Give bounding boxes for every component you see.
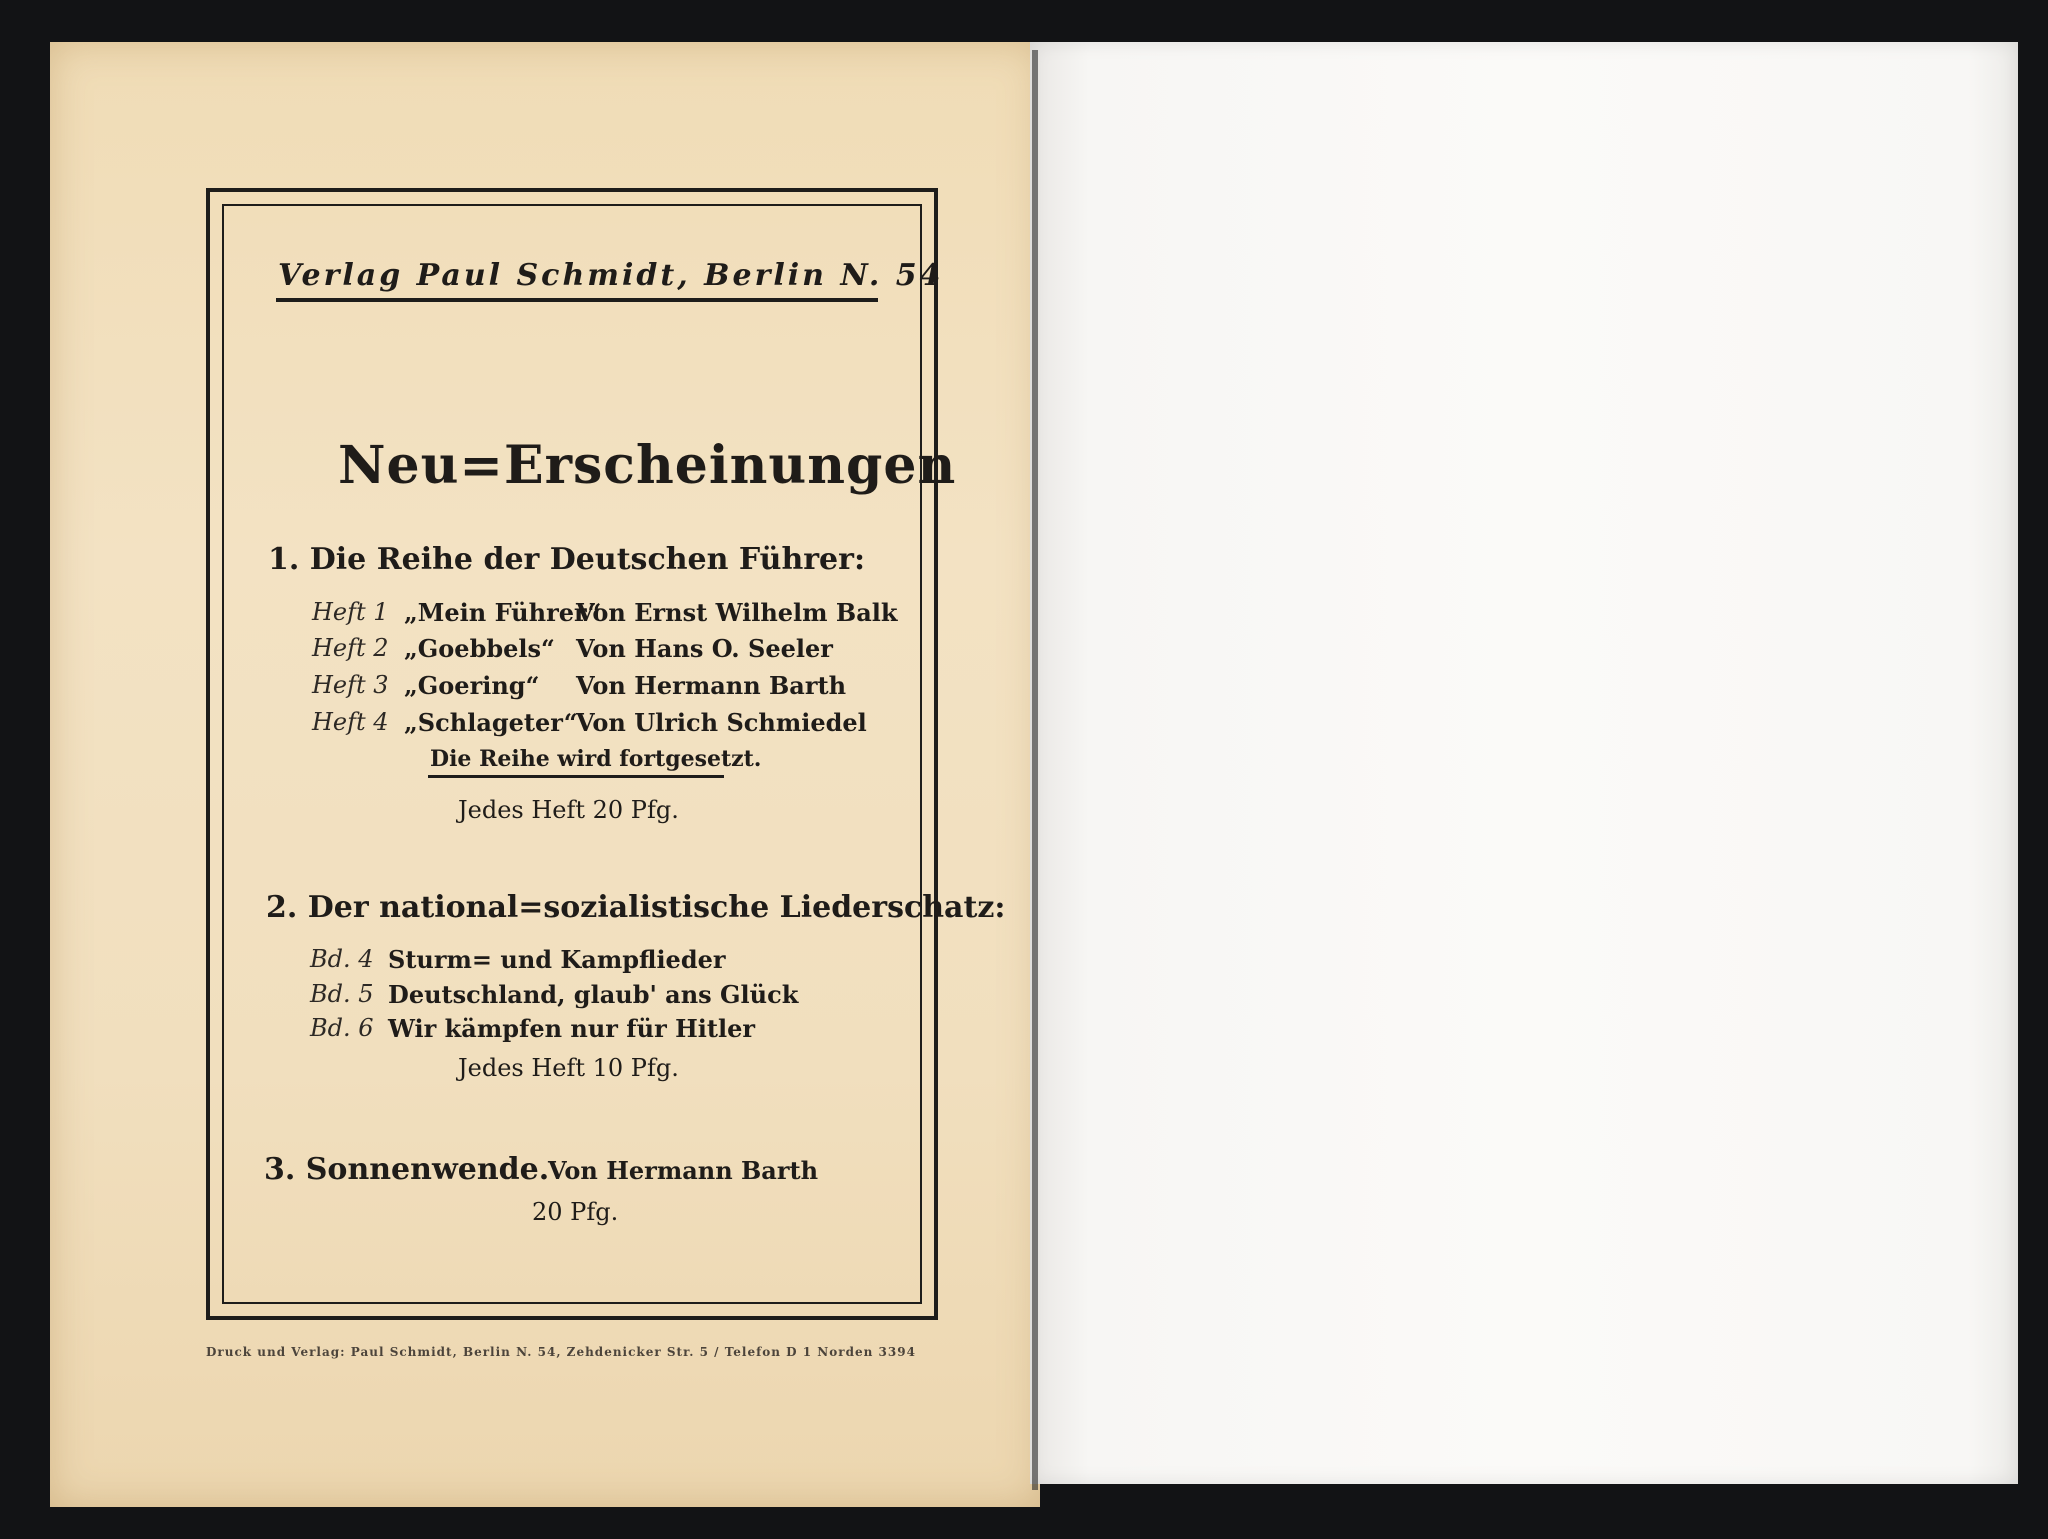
section2-item-label: Bd. 4 xyxy=(310,945,374,973)
section2-item-title: Deutschland, glaub' ans Glück xyxy=(388,980,799,1009)
section1-item-label: Heft 1 xyxy=(312,598,389,626)
page-title: Neu=Erscheinungen xyxy=(338,435,957,496)
section2-item-label: Bd. 6 xyxy=(310,1014,374,1042)
section1-item-title: „Mein Führer“ xyxy=(404,598,602,627)
series-continued-note: Die Reihe wird fortgesetzt. xyxy=(430,746,762,772)
section1-item-author: Von Hans O. Seeler xyxy=(576,634,833,663)
imprint-footer: Druck und Verlag: Paul Schmidt, Berlin N. 54, Zehdenicker Str. 5 / Telefon D 1 Norden 3394 xyxy=(206,1345,916,1359)
booklet-spine xyxy=(1032,50,1038,1490)
section1-item-author: Von Hermann Barth xyxy=(576,671,847,700)
section2-price: Jedes Heft 10 Pfg. xyxy=(458,1054,679,1082)
section3-author: Von Hermann Barth xyxy=(548,1156,819,1185)
section1-item-title: „Goering“ xyxy=(404,671,540,700)
section1-item-author: Von Ulrich Schmiedel xyxy=(576,708,867,737)
section1-item-label: Heft 3 xyxy=(312,671,389,699)
section1-item-title: „Goebbels“ xyxy=(404,634,555,663)
section1-item-author: Von Ernst Wilhelm Balk xyxy=(576,598,898,627)
section3-price: 20 Pfg. xyxy=(532,1198,619,1226)
section2-item-label: Bd. 5 xyxy=(310,980,374,1008)
section3-heading: 3. Sonnenwende. xyxy=(264,1152,550,1187)
section2-item-title: Wir kämpfen nur für Hitler xyxy=(388,1014,755,1043)
section2-heading: 2. Der national=sozialistische Liederschatz: xyxy=(266,890,1006,925)
publisher-line: Verlag Paul Schmidt, Berlin N. 54 xyxy=(278,258,944,293)
section1-price: Jedes Heft 20 Pfg. xyxy=(458,796,679,824)
section1-item-label: Heft 2 xyxy=(312,634,389,662)
section1-item-label: Heft 4 xyxy=(312,708,389,736)
right-page-blank xyxy=(1030,42,2018,1484)
section2-item-title: Sturm= und Kampflieder xyxy=(388,945,726,974)
section1-heading: 1. Die Reihe der Deutschen Führer: xyxy=(268,542,866,577)
publisher-underline xyxy=(276,298,878,302)
section1-item-title: „Schlageter“ xyxy=(404,708,578,737)
note-underline xyxy=(428,775,724,778)
